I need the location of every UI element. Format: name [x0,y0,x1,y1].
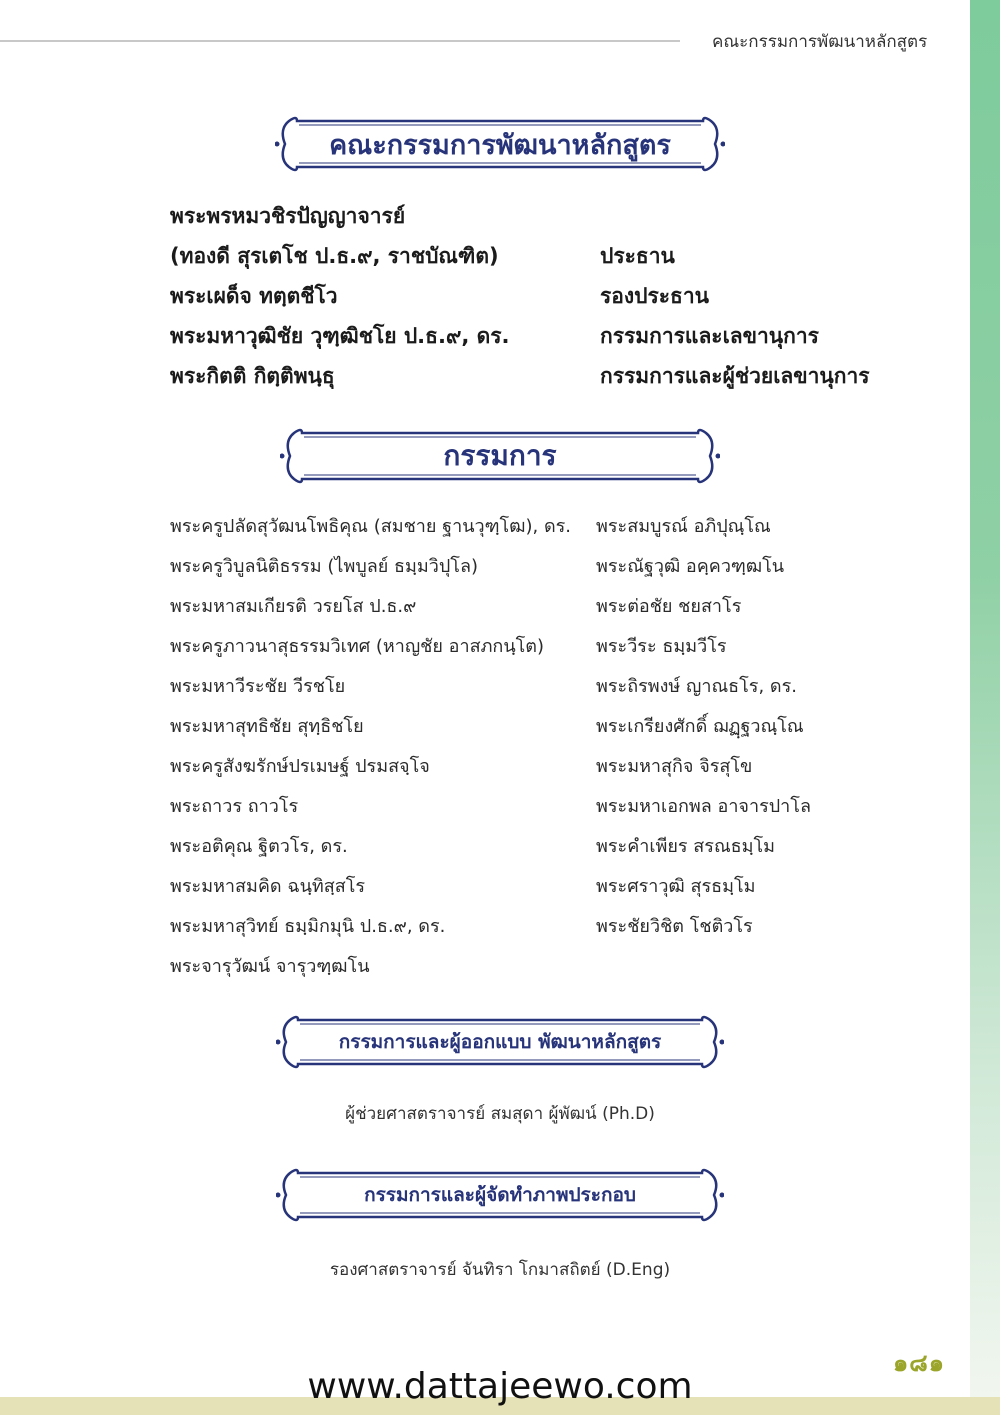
member-name: พระมหาสมคิด ฉนฺทิสฺสโร [170,876,366,897]
banner-members [280,425,720,487]
banner-illustrator [276,1166,724,1224]
designer-credit: ผู้ช่วยศาสตราจารย์ สมสุดา ผู้พัฒน์ (Ph.D) [345,1104,655,1124]
banner-committee [275,113,725,175]
banner-members-title: กรรมการ [443,439,557,472]
running-header: คณะกรรมการพัฒนาหลักสูตร [712,32,928,52]
committee-role: กรรมการและเลขานุการ [600,324,819,348]
illustrator-credit: รองศาสตราจารย์ จันทิรา โกมาสถิตย์ (D.Eng) [329,1260,671,1280]
page-number: ๑๘๑ [893,1349,945,1377]
member-name: พระจารุวัฒน์ จารุวฑฺฒโน [170,956,370,977]
committee-role: รองประธาน [600,284,709,308]
committee-row [170,240,930,273]
member-name: พระมหาสุวิทย์ ธมฺมิกมุนิ ป.ธ.๙, ดร. [170,916,446,937]
committee-role: กรรมการและผู้ช่วยเลขานุการ [600,364,870,388]
member-name: พระสมบูรณ์ อภิปุณฺโณ [596,516,771,537]
watermark-url: www.dattajeewo.com [307,1366,693,1407]
header-rule [0,40,680,42]
member-name: พระครูวิบูลนิติธรรม (ไพบูลย์ ธมฺมวิปุโล) [170,556,479,577]
committee-row [170,280,930,313]
member-name: พระอติคุณ ฐิตวโร, ดร. [170,836,348,857]
members-right-column [596,507,811,947]
member-name: พระมหาวีระชัย วีรชโย [170,676,346,697]
committee-name: พระมหาวุฒิชัย วุฑฺฒิชโย ป.ธ.๙, ดร. [170,324,510,348]
member-name: พระต่อชัย ชยสาโร [596,596,742,617]
committee-row [170,360,930,393]
member-name: พระถิรพงษ์ ญาณธโร, ดร. [596,676,797,697]
member-name: พระมหาเอกพล อาจารปาโล [596,796,811,817]
committee-name: พระกิตติ กิตฺติพนฺธุ [170,364,335,388]
member-name: พระมหาสมเกียรติ วรยโส ป.ธ.๙ [170,596,417,617]
banner-designer-title: กรรมการและผู้ออกแบบ พัฒนาหลักสูตร [338,1031,662,1053]
committee-row [170,200,930,233]
committee-role: ประธาน [600,244,675,268]
member-name: พระวีระ ธมฺมวีโร [596,636,727,657]
committee-name: พระพรหมวชิรปัญญาจารย์ [170,204,406,228]
member-name: พระครูสังฆรักษ์ปรเมษฐ์ ปรมสจฺโจ [170,756,430,777]
member-name: พระมหาสุทธิชัย สุทฺธิชโย [170,716,364,737]
committee-name: (ทองดี สุรเตโช ป.ธ.๙, ราชบัณฑิต) [170,244,499,268]
member-name: พระศราวุฒิ สุรธมฺโม [596,876,756,897]
member-name: พระณัฐวุฒิ อคฺควฑฺฒโน [596,556,785,577]
committee-row [170,320,930,353]
member-name: พระคำเพียร สรณธมฺโม [596,836,776,857]
banner-illustrator-title: กรรมการและผู้จัดทำภาพประกอบ [364,1184,636,1206]
member-name: พระถาวร ถาวโร [170,796,299,817]
banner-designer [276,1013,724,1071]
banner-committee-title: คณะกรรมการพัฒนาหลักสูตร [329,129,671,161]
member-name: พระครูปลัดสุวัฒนโพธิคุณ (สมชาย ฐานวุฑฺโฒ), ดร. [170,516,572,537]
member-name: พระครูภาวนาสุธรรมวิเทศ (หาญชัย อาสภกนฺโต) [170,636,545,657]
side-color-bar [970,0,1000,1415]
member-name: พระมหาสุกิจ จิรสุโข [596,756,753,777]
member-name: พระเกรียงศักดิ์ ฌฏฺฐวณฺโณ [596,716,804,737]
committee-name: พระเผด็จ ทตฺตชีโว [170,284,338,308]
member-name: พระชัยวิชิต โชติวโร [596,916,753,937]
members-left-column [170,507,571,987]
